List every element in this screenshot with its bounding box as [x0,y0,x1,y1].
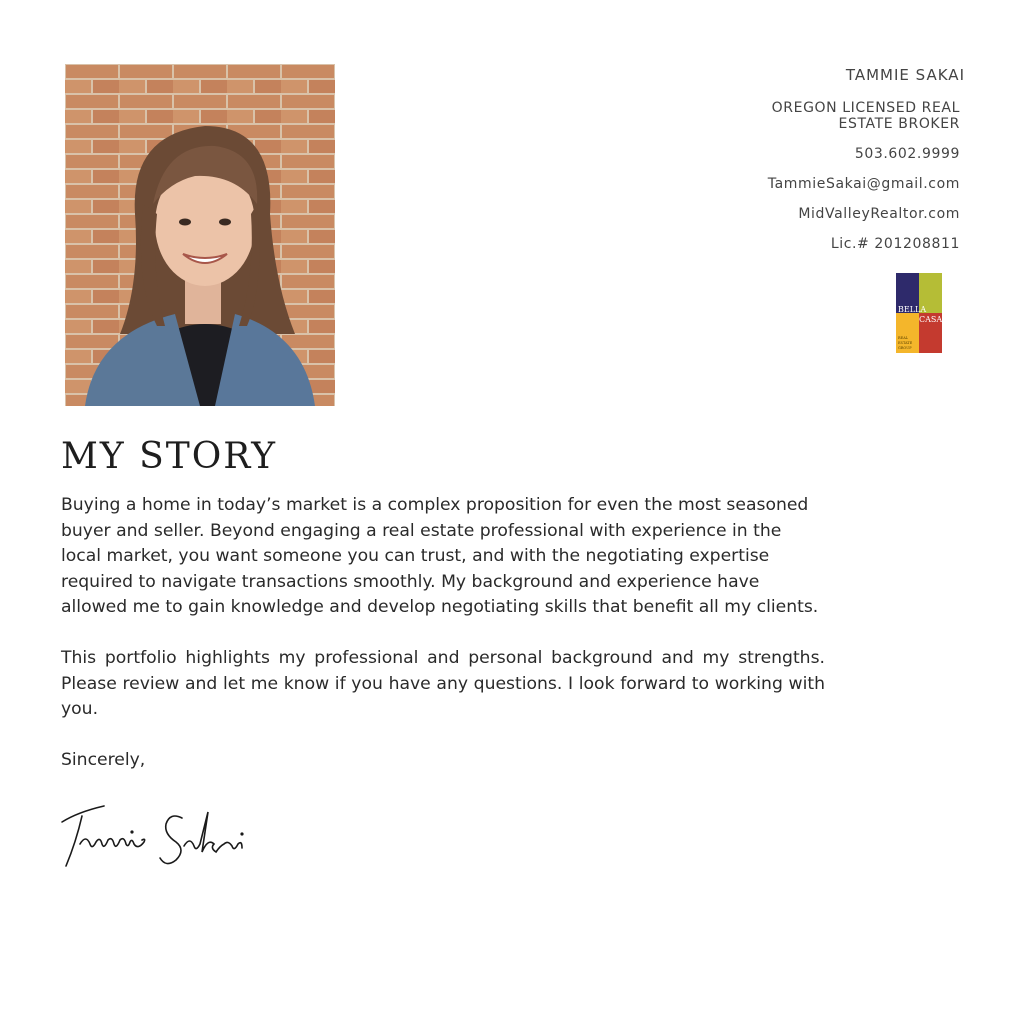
story-paragraph-1: Buying a home in today’s market is a complex proposition for even the most seasoned buyer and seller. Beyond engaging a real estate professional with experience in the local market, you want someone you can trust, and with the negotiating expertise required to navigate transactions smoothly. My background and experience have allowed me to gain knowledge and develop negotiating skills that benefit all my clients. [61,495,819,617]
logo-word-casa: CASA [919,315,942,324]
agent-title [660,100,960,132]
story-heading: MY STORY [61,436,278,477]
portrait-photo [65,64,335,406]
handwritten-signature [58,798,258,878]
closing-text: Sincerely, [61,750,146,770]
agent-title-line-1: OREGON LICENSED REAL [771,100,960,116]
license-number: Lic.# 201208811 [830,236,960,252]
bella-casa-logo [896,273,942,353]
logo-small-1: REAL [898,336,909,340]
email-address: TammieSakai@gmail.com [767,176,960,192]
logo-word-bella: BELLA [898,305,927,314]
agent-title-line-2: ESTATE BROKER [838,116,960,132]
logo-small-2: ESTATE [898,341,913,345]
agent-name: TAMMIE SAKAI [845,66,965,84]
phone-number: 503.602.9999 [854,146,960,162]
website: MidValleyRealtor.com [798,206,960,222]
logo-small-3: GROUP [898,346,912,350]
story-body [61,493,825,799]
story-paragraph-2: This portfolio highlights my professional and personal background and my strengths. Please review and let me know if you have any questions. I look forward to working with you. [61,648,825,719]
contact-info [660,66,965,252]
